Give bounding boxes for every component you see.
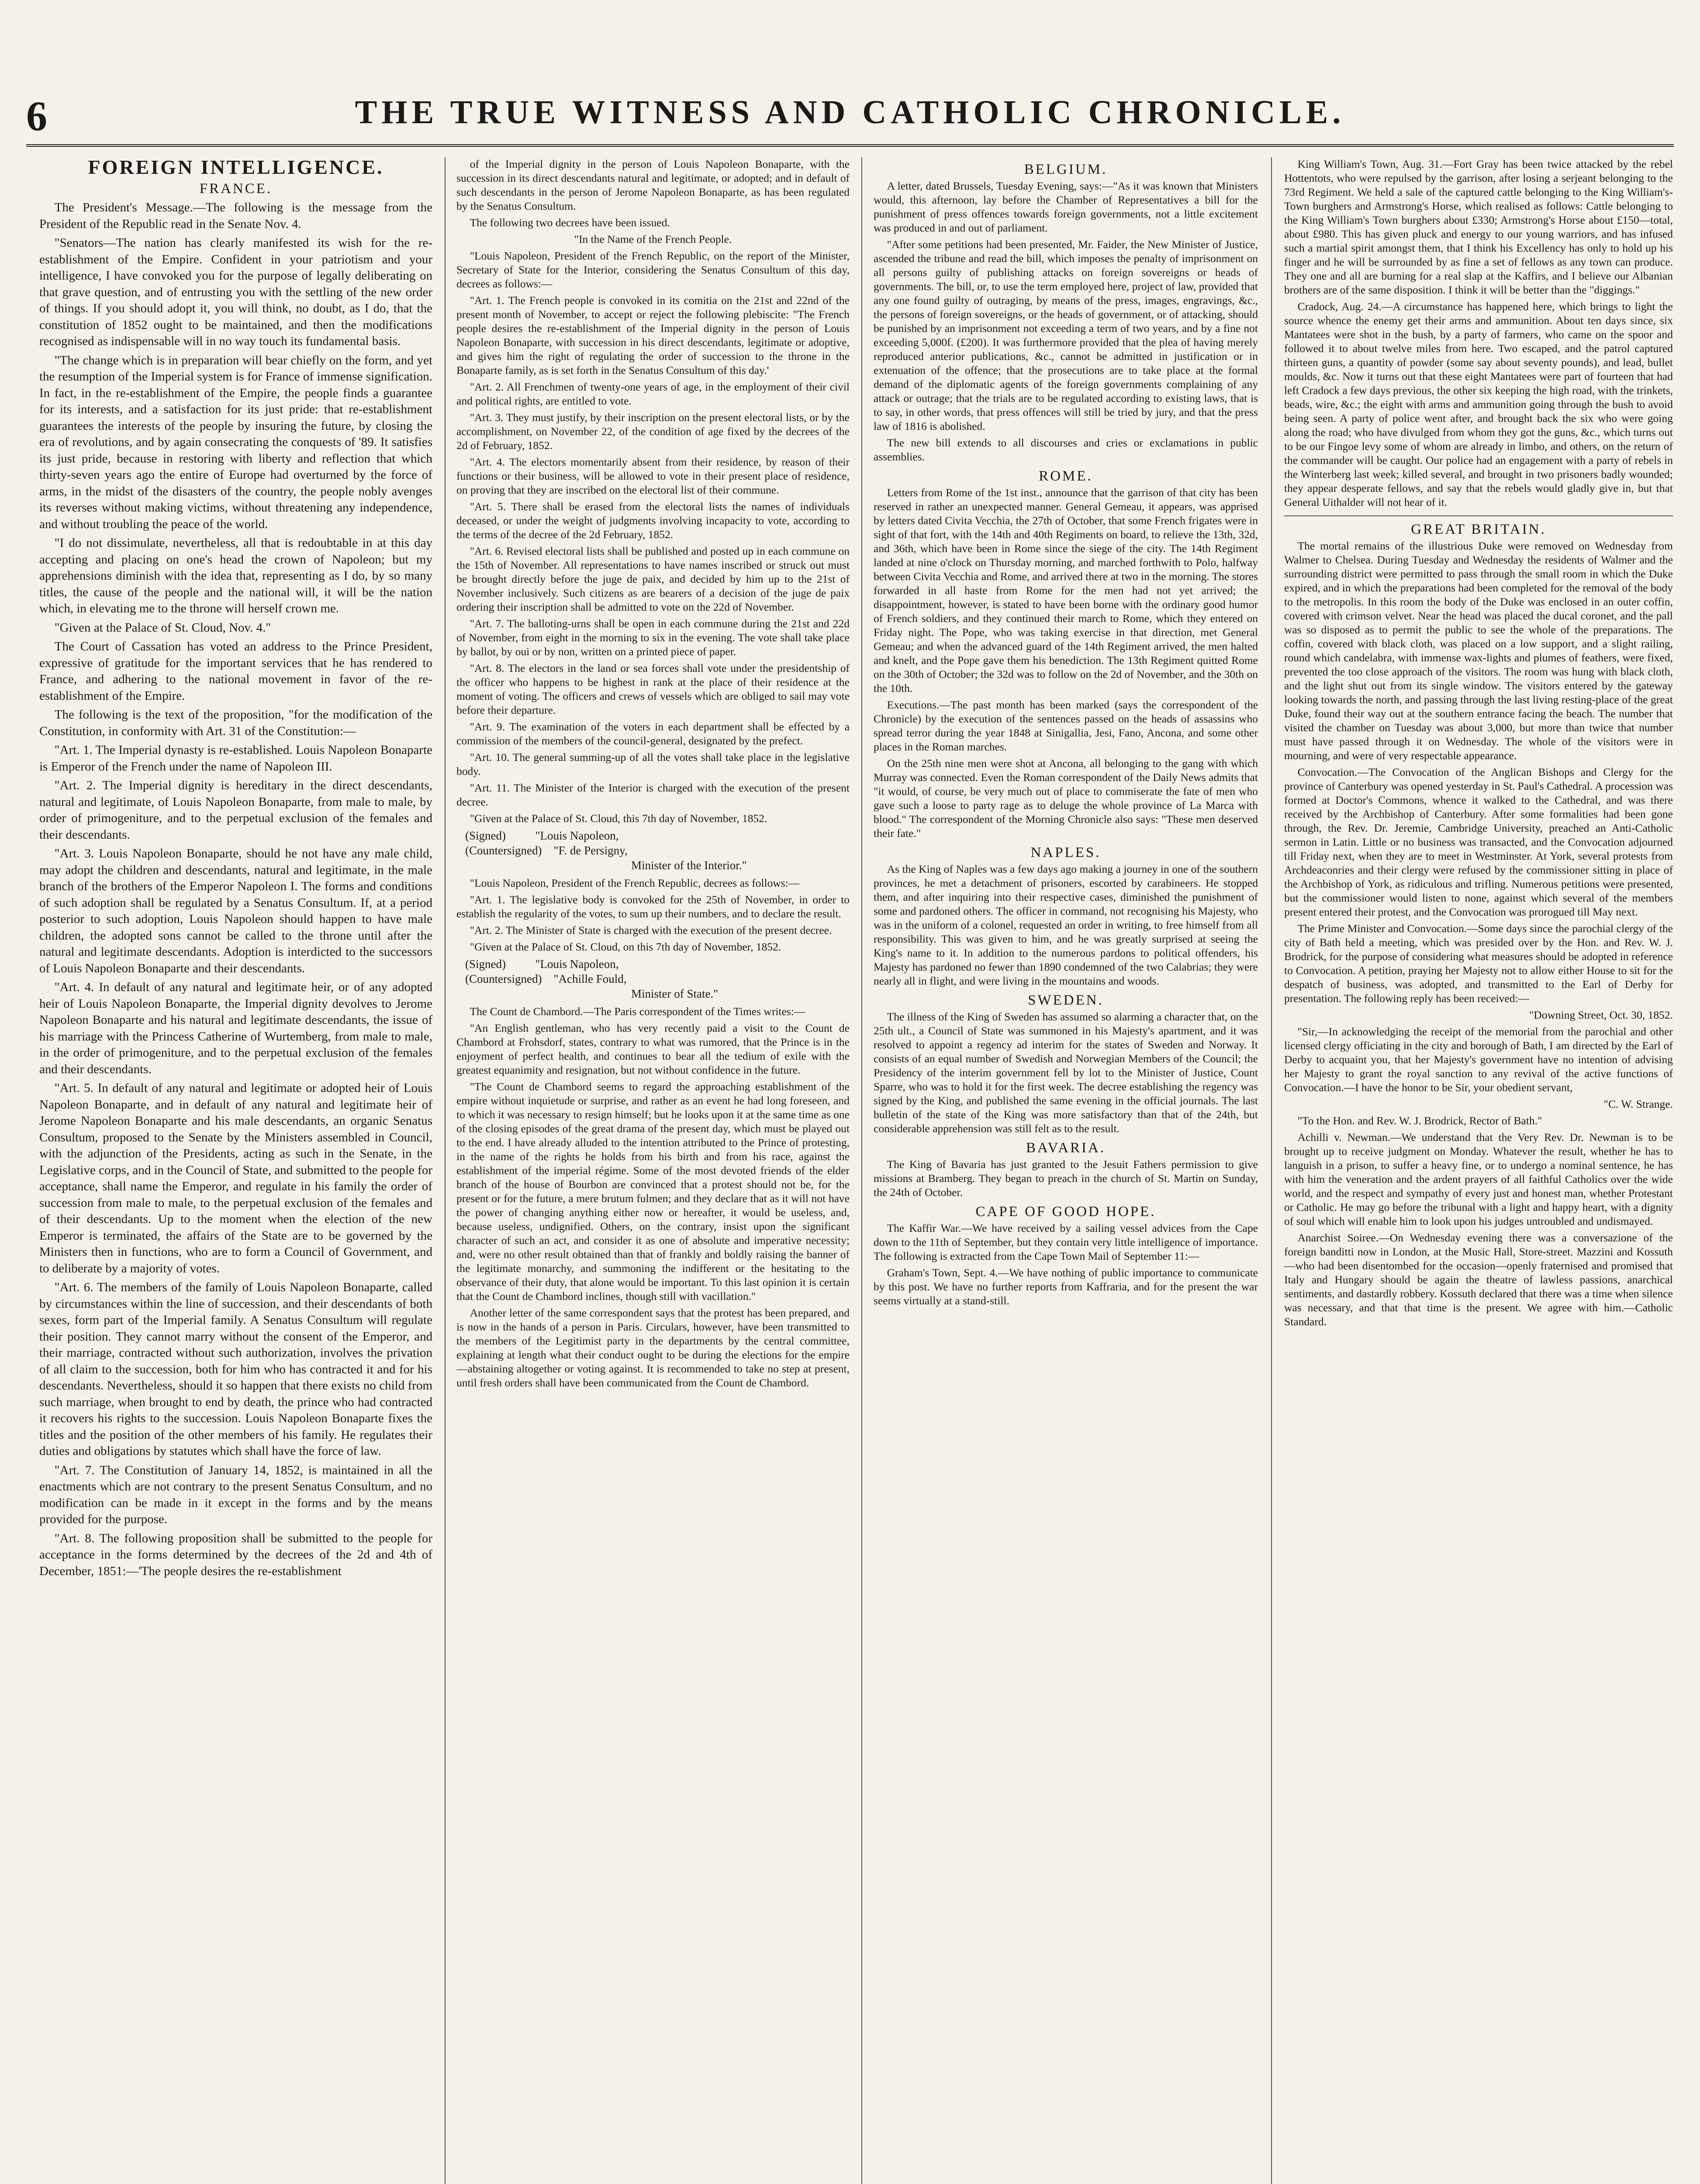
- article-paragraph: The following two decrees have been issued.: [470, 216, 670, 229]
- article-paragraph: The President's Message.—The following is the message from the President of the Republic read in the Senate Nov. 4.: [39, 200, 432, 231]
- signatory-title: Minister of the Interior.": [631, 859, 747, 872]
- column-1: [39, 157, 432, 2184]
- article-paragraph: "Art. 5. In default of any natural and legitimate or adopted heir of Louis Napoleon Bonaparte, and in default of any natural and legitimate heir of Jerome Napoleon Bonaparte and his male descendants, an organic Senatus Consultum, proposed to the Senate by the Ministers assembled in Council, with the adjunction of the Presidents, acting as such in the Senate, in the Legislative corps, and in the Council of State, and submitted to the people for acceptance, shall name the Emperor, and regulate in his family the order of succession from male to male, to the perpetual exclusion of the females and of their descendants. Up to the moment when the election of the new Emperor is terminated, the affairs of the State are to be governed by the Ministers then in functions, who are to form a Council of Government, and to deliberate by a majority of votes.: [39, 1081, 432, 1275]
- article-paragraph: "Art. 11. The Minister of the Interior is charged with the execution of the present decree.: [456, 781, 850, 808]
- article-paragraph: The new bill extends to all discourses and cries or exclamations in public assemblies.: [874, 436, 1258, 463]
- article-paragraph: of the Imperial dignity in the person of Louis Napoleon Bonaparte, with the succession in its direct descendants natural and legitimate, or adopted; and in default of such descendants in the person of Jerome Napoleon Bonaparte, as has been regulated by the Senatus Consultum.: [456, 158, 850, 212]
- article-paragraph: Achilli v. Newman.—We understand that the Very Rev. Dr. Newman is to be brought up to receive judgment on Monday. Whatever the result, whether he has to languish in a prison, to suffer a heavy fine, or to undergo a nominal sentence, he has with him the veneration and the ardent prayers of all faithful Catholics over the wide world, and the respect and sympathy of every just and honest man, whether Protestant or Catholic. He may go before the tribunal with a light and happy heart, with a dignity of soul which will enable him to look upon his judges untroubled and undismayed.: [1284, 1131, 1673, 1227]
- article-paragraph: "Art. 6. Revised electoral lists shall be published and posted up in each commune on the 15th of November. All representations to have names inscribed or struck out must be brought directly before the juge de paix, and decided by him up to the 21st of November inclusively. Such citizens as are bearers of a decision of the juge de paix ordering their inscription shall be admitted to vote on the 22d of November.: [456, 545, 850, 613]
- article-paragraph: The King of Bavaria has just granted to the Jesuit Fathers permission to give missions at Bramberg. They began to preach in the church of St. Martin on Sunday, the 24th of October.: [874, 1158, 1258, 1199]
- article-paragraph: "Art. 2. The Minister of State is charged with the execution of the present decree.: [470, 924, 832, 936]
- section-rule: [1284, 515, 1673, 516]
- article-paragraph: "Given at the Palace of St. Cloud, on this 7th day of November, 1852.: [470, 940, 781, 953]
- subheading-sweden: SWEDEN.: [1028, 992, 1104, 1008]
- page-number: 6: [26, 93, 47, 139]
- article-paragraph: "Sir,—In acknowledging the receipt of the memorial from the parochial and other licensed clergy officiating in the city and borough of Bath, I am directed by the Earl of Derby to acquaint you, that her Majesty's government have no intention of advising her Majesty to grant the royal sanction to any revival of the active functions of Convocation.—I have the honor to be Sir, your obedient servant,: [1284, 1025, 1673, 1094]
- column-divider: [861, 157, 862, 2184]
- decree-heading: "In the Name of the French People.: [574, 233, 732, 245]
- article-paragraph: Executions.—The past month has been marked (says the correspondent of the Chronicle) by the execution of the sentences passed on the heads of assassins who spread terror during the year 1848 at Sinigallia, Jesi, Fano, Ancona, and some other places in the Roman marches.: [874, 698, 1258, 753]
- article-paragraph: "Art. 3. They must justify, by their inscription on the present electoral lists, or by the accomplishment, on November 22, of the condition of age fixed by the decrees of the 2d of February, 1852.: [456, 411, 850, 452]
- countersignatory: "F. de Persigny,: [553, 844, 628, 857]
- subheading-great-britain: GREAT BRITAIN.: [1411, 522, 1546, 537]
- article-paragraph: "Art. 4. The electors momentarily absent from their residence, by reason of their functions or their business, will be allowed to vote in their present place of residence, on proving that they are inscribed on the electoral list of their commune.: [456, 456, 850, 496]
- column-3: [874, 157, 1258, 2184]
- article-paragraph: Convocation.—The Convocation of the Anglican Bishops and Clergy for the province of Canterbury was opened yesterday in St. Paul's Cathedral. A procession was formed at Doctor's Commons, whence it walked to the Cathedral, and was there received by the Archbishop of Canterbury. After some formalities had been gone through, the Rev. Dr. Jeremie, Cambridge University, preached an Anti-Catholic sermon in Latin. Little or no business was transacted, and the Convocation adjourned till Friday next, when they are to meet in Westminster. At York, several protests from Archdeaconries and their clergy were refused by the commissioner sitting in place of the Archbishop of York, as ridiculous and trifling. Numerous petitions were presented, but the commissioner would listen to none, against which several of the members present entered their protest, and the Convocation was prorogued till May next.: [1284, 766, 1673, 918]
- signatory: "Louis Napoleon,: [535, 957, 619, 971]
- article-paragraph: "Louis Napoleon, President of the French Republic, decrees as follows:—: [470, 877, 800, 889]
- article-paragraph: "Art. 1. The French people is convoked in its comitia on the 21st and 22nd of the present month of November, to accept or reject the following plebiscite: "The French people desires the re-establishment of the Imperial dignity in the person of Louis Napoleon Bonaparte, with succession in his direct descendants, legitimate or adoptive, and gives him the right of regulating the order of succession to the throne in the Bonaparte family, as is set forth in the Senatus Consultum of this day.': [456, 294, 850, 377]
- article-paragraph: "Art. 8. The electors in the land or sea forces shall vote under the presidentship of the officer who happens to be highest in rank at the place of their residence at the moment of voting. The officers and crews of vessels which are obliged to sail may vote before their departure.: [456, 662, 850, 716]
- article-paragraph: The Prime Minister and Convocation.—Some days since the parochial clergy of the city of Bath held a meeting, which was presided over by the Hon. and Rev. W. J. Brodrick, for the purpose of considering what measures should be adopted in reference to Convocation. A petition, praying her Majesty not to allow either House to sit for the despatch of business, was adopted, and transmitted to the Earl of Derby for presentation. The following reply has been received:—: [1284, 922, 1673, 1005]
- subheading-cape-of-good-hope: CAPE OF GOOD HOPE.: [975, 1204, 1156, 1220]
- signatory: "Louis Napoleon,: [535, 829, 619, 842]
- subheading-bavaria: BAVARIA.: [1026, 1140, 1106, 1156]
- article-paragraph: "Art. 5. There shall be erased from the electoral lists the names of individuals deceased, or under the weight of judgments involving incapacity to vote, according to the terms of the decree of the 2d February, 1852.: [456, 500, 850, 541]
- signed-label: (Signed): [465, 829, 506, 842]
- letter-addressee: "To the Hon. and Rev. W. J. Brodrick, Rector of Bath.": [1297, 1114, 1542, 1127]
- article-paragraph: "Art. 3. Louis Napoleon Bonaparte, should he not have any male child, may adopt the children and descendants, natural and legitimate, in the male branch of the brothers of the Emperor Napoleon I. The forms and conditions of such adoption shall be regulated by a Senatus Consultum. If, at a period posterior to such adoption, Louis Napoleon should happen to have male children, the adopted sons cannot be called to the throne until after the natural and legitimate descendants. Adoption is interdicted to the successors of Louis Napoleon Bonaparte and their descendants.: [39, 847, 432, 975]
- signature-block: [465, 828, 850, 873]
- article-paragraph: "Art. 1. The legislative body is convoked for the 25th of November, in order to establish the regularity of the votes, to sum up their numbers, and to declare the result.: [456, 893, 850, 920]
- masthead-rule: [26, 144, 1674, 147]
- article-paragraph: "The change which is in preparation will bear chiefly on the form, and yet the resumption of the Imperial system is for France of immense signification. In fact, in the re-establishment of the Empire, the people finds a guarantee for its interests, and a satisfaction for its just pride: that re-establishment guarantees the interests of the people by insuring the future, by closing the era of revolutions, and by again consecrating the conquests of '89. It satisfies its just pride, because in restoring with liberty and reflection that which thirty-seven years ago the entire of Europe had overturned by the force of arms, in the midst of the disasters of the country, the people nobly avenges its reverses without making victims, without threatening any independence, and without troubling the peace of the world.: [39, 353, 432, 531]
- article-paragraph: Letters from Rome of the 1st inst., announce that the garrison of that city has been reserved in rather an unexpected manner. General Gemeau, it appears, was apprised by letters dated Civita Vecchia, the 27th of October, that some French frigates were in sight of that fort, with the 14th and 40th Regiments on board, to relieve the 13th, 32d, and 36th, which have been in Rome since the siege of the city. The 14th Regiment landed at nine o'clock on Thursday morning, and marched forthwith to Polo, halfway between Civita Vecchia and Rome, and arrived there at two in the morning. The stores forwarded in all haste from Rome for the men had not yet arrived; the disappointment, however, is stated to have been borne with the ordinary good humor of French soldiers, and they continued their march to Rome, which they entered on Friday night. The Pope, who was taking exercise in that direction, met General Gemeau; and when the advanced guard of the 14th Regiment arrived, the men halted and knelt, and the Pope gave them his benediction. The 13th Regiment quitted Rome on the 30th of October; the 32d was to follow on the 2d of November, and the 30th on the 10th.: [874, 486, 1258, 695]
- article-paragraph: "Art. 4. In default of any natural and legitimate heir, or of any adopted heir of Louis Napoleon Bonaparte, the Imperial dignity devolves to Jerome Napoleon Bonaparte and his natural and legitimate descendants, the issue of his marriage with the Princess Catherine of Wurtemberg, from male to male, in the order of primogeniture, and to the perpetual exclusion of the females and their descendants.: [39, 980, 432, 1076]
- article-paragraph: "Art. 7. The balloting-urns shall be open in each commune during the 21st and 22d of November, from eight in the morning to six in the evening. The vote shall take place by ballot, by oui or by non, written on a printed piece of paper.: [456, 617, 850, 658]
- article-paragraph: "Art. 1. The Imperial dynasty is re-established. Louis Napoleon Bonaparte is Emperor of the French under the name of Napoleon III.: [39, 743, 432, 774]
- article-paragraph: Graham's Town, Sept. 4.—We have nothing of public importance to communicate by this post. We have no further reports from Kaffraria, and for the present the war seems virtually at a stand-still.: [874, 1266, 1258, 1307]
- article-paragraph: "Given at the Palace of St. Cloud, this 7th day of November, 1852.: [470, 812, 767, 825]
- subheading-belgium: BELGIUM.: [1024, 162, 1108, 177]
- subheading-france: FRANCE.: [199, 180, 273, 197]
- article-paragraph: "After some petitions had been presented, Mr. Faider, the New Minister of Justice, ascended the tribune and read the bill, which imposes the penalty of imprisonment on all persons guilty of publishing attacks on foreign sovereigns or heads of governments. The bill, or, to use the term employed here, project of law, provided that any one found guilty of outraging, by means of the press, images, engravings, &c., the persons of foreign sovereigns, or the heads of government, or of attacking, should be punished by an imprisonment not exceeding a term of two years, and by a fine not exceeding 5,000f. (£200). It was furthermore provided that the plea of having merely reproduced anterior publications, &c., cannot be admitted in justification or in extenuation of the offence; that the prosecutions are to take place at the formal demand of the diplomatic agents of the foreign governments complaining of any attack or outrage; that the trials are to be regulated according to existing laws, that is to say, in other words, that press offences will still be tried by jury, and that the press law of 1816 is abolished.: [874, 238, 1258, 432]
- signed-label: (Signed): [465, 957, 506, 971]
- countersigned-label: (Countersigned): [465, 844, 542, 857]
- masthead: [26, 92, 1674, 140]
- subheading-naples: NAPLES.: [1030, 845, 1101, 860]
- newspaper-title: THE TRUE WITNESS AND CATHOLIC CHRONICLE.: [355, 94, 1345, 131]
- letter-dateline: "Downing Street, Oct. 30, 1852.: [1529, 1009, 1673, 1021]
- signatory-title: Minister of State.": [631, 987, 719, 1000]
- article-paragraph: Cradock, Aug. 24.—A circumstance has happened here, which brings to light the source whence the enemy get their arms and ammunition. About ten days since, six Mantatees were shot in the bush, by a party of farmers, who came on the spoor and followed it to about twelve miles from here. Two escaped, and the patrol captured thirteen guns, a quantity of powder (some say about seventy pounds), and lead, bullet moulds, &c. Now it turns out that these eight Mantatees were part of fourteen that had left Cradock a few days previous, the other six keeping the high road, with the trinkets, beads, wire, &c.; the eight with arms and ammunition going through the bush to avoid being seen. A party of police went after, and brought back the six who were going along the road; who have divulged from whom they got the guns, &c., which turns out to be our Fingoe levy some of whom are already in limbo, and others, on the return of the commander will be caught. Our police had an engagement with a party of rebels in the Winterberg last week; killed several, and brought in two prisoners badly wounded; they appear desperate fellows, and say that the rebels would gladly give in, but that General Uithalder will not hear of it.: [1284, 300, 1673, 508]
- article-paragraph: On the 25th nine men were shot at Ancona, all belonging to the gang with which Murray was connected. Even the Roman correspondent of the Daily News admits that "it would, of course, be very much out of place to commiserate the fate of men who gave such a loose to party rage as to deluge the whole province of La Marca with blood." The correspondent of the Morning Chronicle also says: "These men deserved their fate.": [874, 757, 1258, 840]
- subheading-rome: ROME.: [1039, 468, 1093, 484]
- signature-block: [465, 957, 850, 1001]
- article-paragraph: "The Count de Chambord seems to regard the approaching establishment of the empire without inquietude or surprise, and rather as an event he had long foreseen, and to which it was necessary to resign himself; but he looks upon it at the same time as one of the closing episodes of the great drama of the present day, which must be played out to the end. I have already alluded to the intention attributed to the Prince of protesting, in the name of the rights he holds from his birth and from his race, against the establishment of the imperial régime. Some of the most devoted friends of the elder branch of the house of Bourbon are convinced that a protest should not be, for the present or for the future, a mere brutum fulmen; and they declare that as it will not have the power of changing anything either now or hereafter, it would be useless, and, because useless, undignified. Others, on the contrary, insist upon the significant character of such an act, and consider it as one of absolute and imperative necessity; and, were no other result obtained than that of frankly and boldly raising the banner of the legitimate monarchy, and summoning the indifferent or the hesitating to the observance of their duty, that alone would be important. To this last opinion it is certain that the Count de Chambord inclines, though still with vacillation.": [456, 1080, 850, 1303]
- article-paragraph: The Court of Cassation has voted an address to the Prince President, expressive of gratitude for the important services that he has rendered to France, and adhering to the national movement in favor of the re-establishment of the Empire.: [39, 639, 432, 703]
- article-paragraph: "Art. 10. The general summing-up of all the votes shall take place in the legislative body.: [456, 751, 850, 778]
- column-4: [1284, 157, 1673, 2184]
- article-paragraph: "Art. 9. The examination of the voters in each department shall be effected by a commission of the members of the council-general, designated by the prefect.: [456, 720, 850, 747]
- article-paragraph: "Art. 6. The members of the family of Louis Napoleon Bonaparte, called by circumstances within the line of succession, and their descendants of both sexes, form part of the Imperial family. A Senatus Consultum will regulate their position. They cannot marry without the consent of the Emperor, and their marriage, contracted without such authorization, involves the privation of all claim to the succession, both for him who has contracted it and for his descendants. Nevertheless, should it so happen that there exists no child from such marriage, when brought to end by death, the prince who had contracted it recovers his rights to the succession. Louis Napoleon Bonaparte fixes the titles and the position of the other members of his family. He regulates their duties and obligations by statutes which shall have the force of law.: [39, 1280, 432, 1458]
- article-paragraph: "Art. 2. All Frenchmen of twenty-one years of age, in the employment of their civil and political rights, are entitled to vote.: [456, 380, 850, 407]
- countersignatory: "Achille Fould,: [553, 972, 627, 985]
- article-paragraph: "Senators—The nation has clearly manifested its wish for the re-establishment of the Empire. Confident in your patriotism and your intelligence, I have convoked you for the purpose of legally deliberating on that grave question, and of entrusting you with the settling of the new order of things. If you should adopt it, you will think, no doubt, as I do, that the constitution of 1852 ought to be maintained, and then the modifications recognised as indispensable will in no way touch its fundamental basis.: [39, 236, 432, 348]
- article-paragraph: "I do not dissimulate, nevertheless, all that is redoubtable in at this day accepting and placing on one's head the crown of Napoleon; but my apprehensions diminish with the idea that, representing as I do, by so many titles, the cause of the people and the national will, it will be the nation which, in elevating me to the throne will herself crown me.: [39, 536, 432, 615]
- article-paragraph: The mortal remains of the illustrious Duke were removed on Wednesday from Walmer to Chelsea. During Tuesday and Wednesday the residents of Walmer and the surrounding district were permitted to pass through the small room in which the Duke expired, and in which the preparations had been completed for the removal of the body to the metropolis. In this room the body of the Duke was enclosed in an outer coffin, covered with crimson velvet. Near the head was placed the ducal coronet, and the pall was so disposed as to permit the public to see the whole of the preparations. The coffin, covered with black cloth, was placed on a low support, and a slight railing, round which candelabra, with immense wax-lights and plumes of feathers, were fixed, prevented the too close approach of the visitors. The room was hung with black cloth, and the light shut out from its single window. The visitors entered by the gateway looking towards the north, and passing through the last living resting-place of the great Duke, found their way out at the southern entrance facing the beach. The number that visited the chamber on Tuesday was about 3,000, but more than twice that number must have passed through it on Wednesday. The whole of the visitors were in mourning, and were of very respectable appearance.: [1284, 539, 1673, 762]
- article-paragraph: Another letter of the same correspondent says that the protest has been prepared, and is now in the hands of a person in Paris. Circulars, however, have been transmitted to the members of the Legitimist party in the departments by the central committee, explaining at length what their conduct ought to be during the elections for the empire—abstaining altogether or voting against. It is recommended to take no step at present, until fresh orders shall have been communicated from the Count de Chambord.: [456, 1306, 850, 1389]
- article-paragraph: "Art. 8. The following proposition shall be submitted to the people for acceptance in the forms determined by the decrees of the 2d and 4th of December, 1851:—'The people desires the re-establishment: [39, 1531, 432, 1578]
- column-divider: [1271, 157, 1272, 2184]
- article-paragraph: Anarchist Soiree.—On Wednesday evening there was a conversazione of the foreign banditti now in London, at the Music Hall, Store-street. Mazzini and Kossuth—who had been disentombed for the occasion—openly fraternised and promised that Italy and Hungary should be again the theatre of lawless passions, anarchical sentiments, and dastardly robbery. Kossuth declared that there was a time when silence was necessary, and that that time is the present. We agree with him.—Catholic Standard.: [1284, 1231, 1673, 1328]
- article-paragraph: "Art. 2. The Imperial dignity is hereditary in the direct descendants, natural and legitimate, of Louis Napoleon Bonaparte, from male to male, by order of primogeniture, and to the perpetual exclusion of the females and their descendants.: [39, 778, 432, 842]
- section-heading-foreign-intelligence: FOREIGN INTELLIGENCE.: [88, 157, 384, 178]
- column-2: [456, 157, 850, 2184]
- article-paragraph: "An English gentleman, who has very recently paid a visit to the Count de Chambord at Frohsdorf, states, contrary to what was rumored, that the Prince is in the enjoyment of perfect health, and continues to bear all the tedium of exile with the greatest equanimity and resignation, but not without confidence in the future.: [456, 1022, 850, 1076]
- column-divider: [445, 157, 446, 2184]
- article-paragraph: The Count de Chambord.—The Paris correspondent of the Times writes:—: [470, 1005, 805, 1018]
- article-paragraph: As the King of Naples was a few days ago making a journey in one of the southern provinces, he met a detachment of prisoners, escorted by carabineers. He stopped them, and after inquiring into their respective cases, diminished the punishment of some and pardoned others. The officer in command, not recognising his Majesty, who was in the uniform of a colonel, requested an order in writing, to free himself from all responsibility. This was given to him, and he was greatly surprised at seeing the King's name to it. In addition to the numerous pardons to political offenders, his Majesty has pardoned no fewer than 1890 condemned of the two Calabrias; they were nearly all in flight, and were living in the mountains and woods.: [874, 863, 1258, 987]
- countersigned-label: (Countersigned): [465, 972, 542, 985]
- article-paragraph: "Art. 7. The Constitution of January 14, 1852, is maintained in all the enactments which are not contrary to the present Senatus Consultum, and no modification can be made in it except in the forms and by the means provided for the purpose.: [39, 1463, 432, 1526]
- article-paragraph: The following is the text of the proposition, "for the modification of the Constitution, in conformity with Art. 31 of the Constitution:—: [39, 708, 432, 738]
- article-paragraph: "Given at the Palace of St. Cloud, Nov. 4.": [54, 620, 271, 635]
- article-paragraph: A letter, dated Brussels, Tuesday Evening, says:—"As it was known that Ministers would, this afternoon, lay before the Chamber of Representatives a bill for the punishment of press offences towards foreign governments, not a little excitement was produced in and out of parliament.: [874, 180, 1258, 234]
- article-paragraph: King William's Town, Aug. 31.—Fort Gray has been twice attacked by the rebel Hottentots, who were repulsed by the garrison, after losing a serjeant belonging to the 73rd Regiment. We held a sale of the captured cattle belonging to the King William's-Town burghers and Armstrong's Horse, which realised as follows: Cattle belonging to the King William's Town burghers about £330; Armstrong's Horse about £150—total, about £980. This has given pluck and energy to our young warriors, and has infused such a martial spirit amongst them, that I think his Excellency has only to hold up his finger and he will be surrounded by as fine a set of fellows as any town can produce. They one and all are burning for a real slap at the Kaffirs, and I believe our Albanian brothers are of the same disposition. I think it will be better than the "diggings.": [1284, 158, 1673, 296]
- article-paragraph: "Louis Napoleon, President of the French Republic, on the report of the Minister, Secretary of State for the Interior, considering the Senatus Consultum of this day, decrees as follows:—: [456, 249, 850, 290]
- letter-signature: "C. W. Strange.: [1603, 1098, 1673, 1110]
- article-paragraph: The Kaffir War.—We have received by a sailing vessel advices from the Cape down to the 11th of September, but they contain very little intelligence of importance. The following is extracted from the Cape Town Mail of September 11:—: [874, 1222, 1258, 1262]
- article-paragraph: The illness of the King of Sweden has assumed so alarming a character that, on the 25th ult., a Council of State was summoned in his Majesty's apartment, and it was resolved to appoint a regency ad interim for the states of Sweden and Norway. It consists of an equal number of Swedish and Norwegian Members of the Council; the Presidency of the interim government fell by lot to the Minister of Justice, Count Sparre, who was to hold it for the first week. The decree establishing the regency was signed by the King, and published the same evening in the official journals. The last bulletin of the state of the King was more satisfactory than that of the 24th, but considerable apprehension was still felt as to the result.: [874, 1010, 1258, 1135]
